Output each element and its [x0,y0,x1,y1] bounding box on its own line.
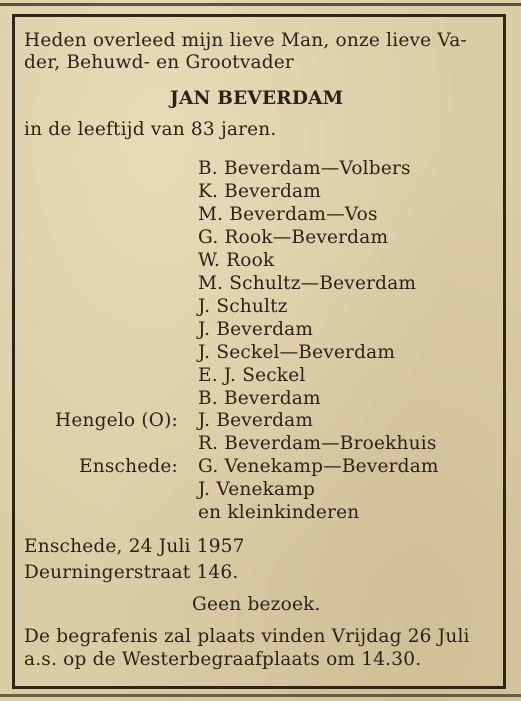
address-line: Deurningerstraat 146. [24,562,239,583]
family-member: J. Beverdam [198,410,314,431]
family-member: M. Beverdam—Vos [198,204,378,225]
family-member: R. Beverdam—Broekhuis [198,433,437,454]
place-hengelo: Hengelo (O): [55,410,178,431]
bottom-rule [0,694,521,697]
place-enschede: Enschede: [79,456,178,477]
family-member: en kleinkinderen [198,502,360,523]
family-member: J. Seckel—Beverdam [198,342,396,363]
family-member: J. Beverdam [198,319,314,340]
funeral-line-1: De begrafenis zal plaats vinden Vrijdag 26 Juli [24,626,470,647]
intro-line-1: Heden overleed mijn lieve Man, onze lieve Va- [24,30,467,51]
top-rule [0,3,521,6]
age-line: in de leeftijd van 83 jaren. [24,119,277,140]
no-visit-line: Geen bezoek. [192,594,321,615]
date-line: Enschede, 24 Juli 1957 [24,536,245,557]
family-member: B. Beverdam—Volbers [198,158,411,179]
funeral-line-2: a.s. op de Westerbegraafplaats om 14.30. [24,649,422,670]
family-member: J. Venekamp [198,479,316,500]
family-member: J. Schultz [198,296,288,317]
family-member: K. Beverdam [198,181,321,202]
family-member: W. Rook [198,250,275,271]
family-member: G. Venekamp—Beverdam [198,456,439,477]
family-member: B. Beverdam [198,388,321,409]
intro-line-2: der, Behuwd- en Grootvader [24,52,294,73]
family-member: G. Rook—Beverdam [198,227,389,248]
deceased-name: JAN BEVERDAM [170,88,344,109]
family-member: E. J. Seckel [198,365,306,386]
family-member: M. Schultz—Beverdam [198,273,417,294]
